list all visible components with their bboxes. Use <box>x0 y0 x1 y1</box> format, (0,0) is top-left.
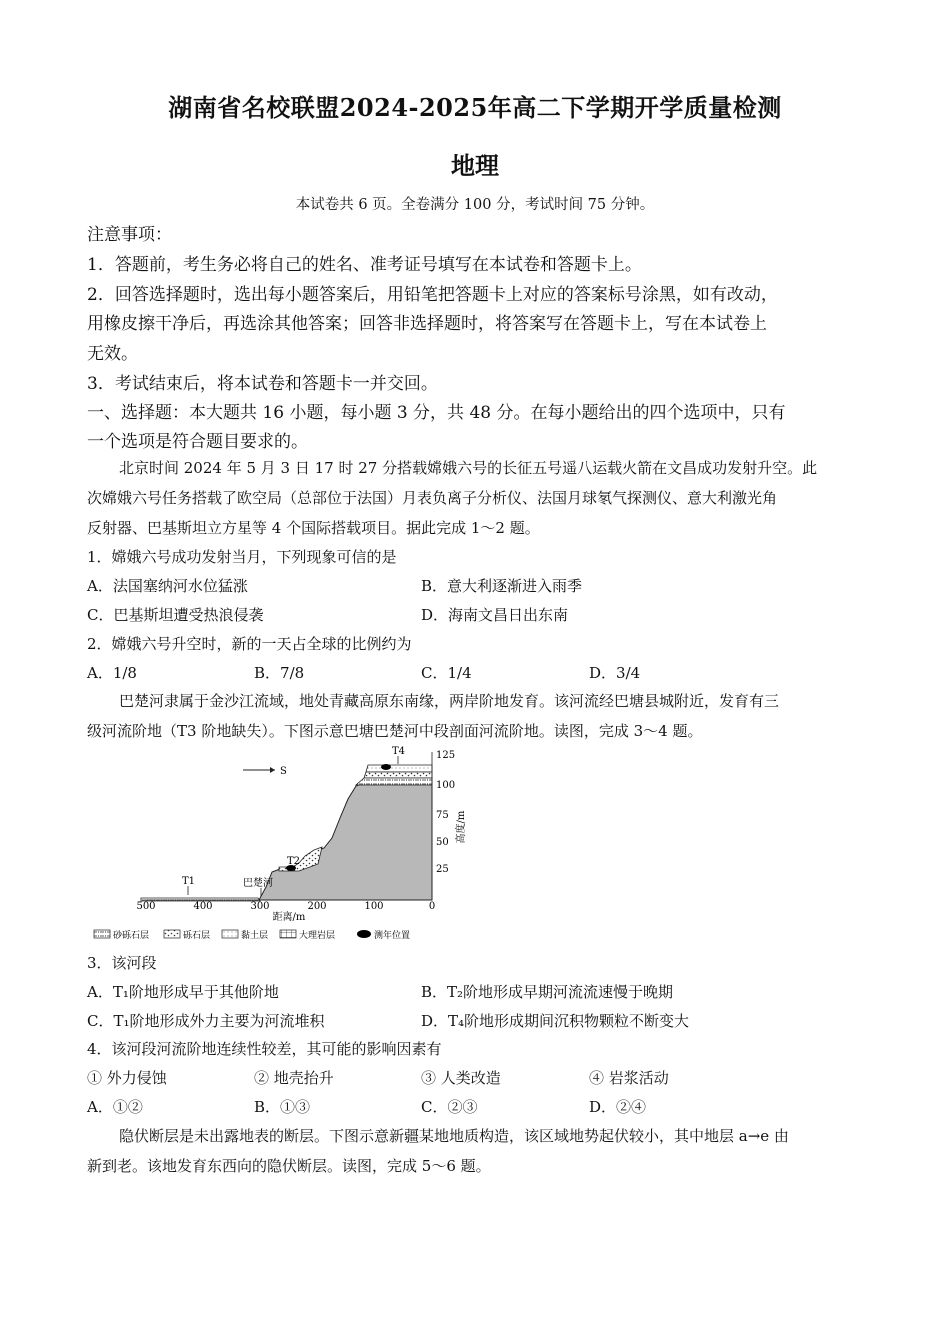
question-4-option-a: A．①② <box>87 1098 143 1116</box>
direction-label: S <box>280 766 287 777</box>
passage-1-line-2: 次嫦娥六号任务搭载了欧空局（总部位于法国）月表负离子分析仪、法国月球氡气探测仪、意大利激光角 <box>87 489 778 507</box>
question-1-option-b: B．意大利逐渐进入雨季 <box>421 577 583 595</box>
question-4-stem: 4．该河段河流阶地连续性较差，其可能的影响因素有 <box>87 1040 442 1058</box>
question-1-option-a: A．法国塞纳河水位猛涨 <box>87 577 248 595</box>
question-4-factor-2: ② 地壳抬升 <box>254 1069 334 1087</box>
question-3-option-c: C．T₁阶地形成外力主要为河流堆积 <box>87 1012 325 1030</box>
section-1-line-1: 一、选择题：本大题共 16 小题，每小题 3 分，共 48 分。在每小题给出的四个选项中，只有 <box>87 403 786 423</box>
exam-title: 湖南省名校联盟2024-2025年高二下学期开学质量检测 <box>168 93 782 122</box>
question-2-option-c: C．1/4 <box>421 664 472 682</box>
legend-label: 砾石层 <box>183 931 211 941</box>
question-3-option-d: D．T₄阶地形成期间沉积物颗粒不断变大 <box>421 1012 690 1030</box>
river-terrace-profile-figure <box>86 742 476 944</box>
note-item-1: 1．答题前，考生务必将自己的姓名、准考证号填写在本试卷和答题卡上。 <box>87 255 642 275</box>
question-3-option-b: B．T₂阶地形成早期河流流速慢于晚期 <box>421 983 674 1001</box>
question-4-option-c: C．②③ <box>421 1098 478 1116</box>
question-2-option-a: A．1/8 <box>87 664 137 682</box>
passage-2-line-1: 巴楚河隶属于金沙江流域，地处青藏高原东南缘，两岸阶地发育。该河流经巴塘县城附近，发育有三 <box>119 692 780 710</box>
t4-middle <box>364 772 432 778</box>
question-1-option-c: C．巴基斯坦遭受热浪侵袭 <box>87 606 264 624</box>
question-2-option-d: D．3/4 <box>589 664 641 682</box>
question-4-factor-1: ① 外力侵蚀 <box>87 1069 167 1087</box>
x-tick: 100 <box>364 901 384 912</box>
y-tick: 75 <box>436 810 449 821</box>
legend-label: 黏土层 <box>241 931 269 941</box>
question-1-stem: 1．嫦娥六号成功发射当月，下列现象可信的是 <box>87 548 397 566</box>
passage-1-line-3: 反射器、巴基斯坦立方星等 4 个国际搭载项目。据此完成 1～2 题。 <box>87 519 540 537</box>
x-tick: 500 <box>136 901 156 912</box>
question-3-stem: 3．该河段 <box>87 954 157 972</box>
passage-2-line-2: 级河流阶地（T3 阶地缺失）。下图示意巴塘巴楚河中段剖面河流阶地。读图，完成 3～4 题。 <box>87 722 703 740</box>
section-1-line-2: 一个选项是符合题目要求的。 <box>87 432 308 452</box>
subject-title: 地理 <box>451 151 499 180</box>
y-tick: 50 <box>436 837 449 848</box>
river-label: 巴楚河 <box>243 878 273 889</box>
passage-1-line-1: 北京时间 2024 年 5 月 3 日 17 时 27 分搭载嫦娥六号的长征五号遥八运载火箭在文昌成功发射升空。此 <box>119 459 818 477</box>
x-tick: 0 <box>428 901 436 912</box>
legend-swatch-marble <box>280 930 296 938</box>
question-4-option-b: B．①③ <box>254 1098 311 1116</box>
legend-swatch-sand-gravel <box>94 930 110 938</box>
question-2-stem: 2．嫦娥六号升空时，新的一天占全球的比例约为 <box>87 635 412 653</box>
question-2-option-b: B．7/8 <box>254 664 305 682</box>
legend-swatch-dating <box>357 930 371 938</box>
x-axis-ticks <box>136 901 435 912</box>
legend-swatch-gravel <box>164 930 180 938</box>
y-tick: 125 <box>436 750 456 761</box>
t4-upper <box>366 765 432 772</box>
note-item-2-line-2: 用橡皮擦干净后，再选涂其他答案；回答非选择题时，将答案写在答题卡上，写在本试卷上 <box>87 314 767 334</box>
question-4-factor-3: ③ 人类改造 <box>421 1069 501 1087</box>
legend-label: 大理岩层 <box>299 931 336 941</box>
question-4-option-d: D．②④ <box>589 1098 647 1116</box>
x-tick: 300 <box>250 901 270 912</box>
legend-label: 测年位置 <box>374 931 411 941</box>
x-tick: 200 <box>307 901 327 912</box>
dating-location-t4 <box>381 764 391 770</box>
y-tick: 100 <box>436 780 456 791</box>
notes-heading: 注意事项： <box>87 225 172 245</box>
passage-3-line-1: 隐伏断层是未出露地表的断层。下图示意新疆某地地质构造，该区域地势起伏较小，其中地层 a→e 由 <box>119 1127 789 1145</box>
direction-arrowhead <box>270 767 275 773</box>
x-tick: 400 <box>193 901 213 912</box>
t4-lower <box>356 778 432 785</box>
note-item-3: 3．考试结束后，将本试卷和答题卡一并交回。 <box>87 374 438 394</box>
question-4-factor-4: ④ 岩浆活动 <box>589 1069 669 1087</box>
note-item-2-line-3: 无效。 <box>87 344 138 364</box>
passage-3-line-2: 新到老。该地发育东西向的隐伏断层。读图，完成 5～6 题。 <box>87 1157 491 1175</box>
y-tick: 25 <box>436 864 449 875</box>
question-1-option-d: D．海南文昌日出东南 <box>421 606 569 624</box>
x-axis-label: 距离/m <box>272 912 306 923</box>
y-axis-ticks <box>436 750 455 875</box>
legend-swatch-clay <box>222 930 238 938</box>
question-3-option-a: A．T₁阶地形成早于其他阶地 <box>87 983 279 1001</box>
note-item-2-line-1: 2．回答选择题时，选出每小题答案后，用铅笔把答题卡上对应的答案标号涂黑，如有改动， <box>87 285 778 305</box>
legend-label: 砂砾石层 <box>113 931 150 941</box>
terrace-label-t2: T2 <box>287 856 301 867</box>
terrace-label-t1: T1 <box>182 876 196 887</box>
y-axis-label: 高度/m <box>456 810 467 844</box>
exam-info: 本试卷共 6 页。全卷满分 100 分，考试时间 75 分钟。 <box>295 197 655 213</box>
terrace-label-t4: T4 <box>392 746 406 757</box>
